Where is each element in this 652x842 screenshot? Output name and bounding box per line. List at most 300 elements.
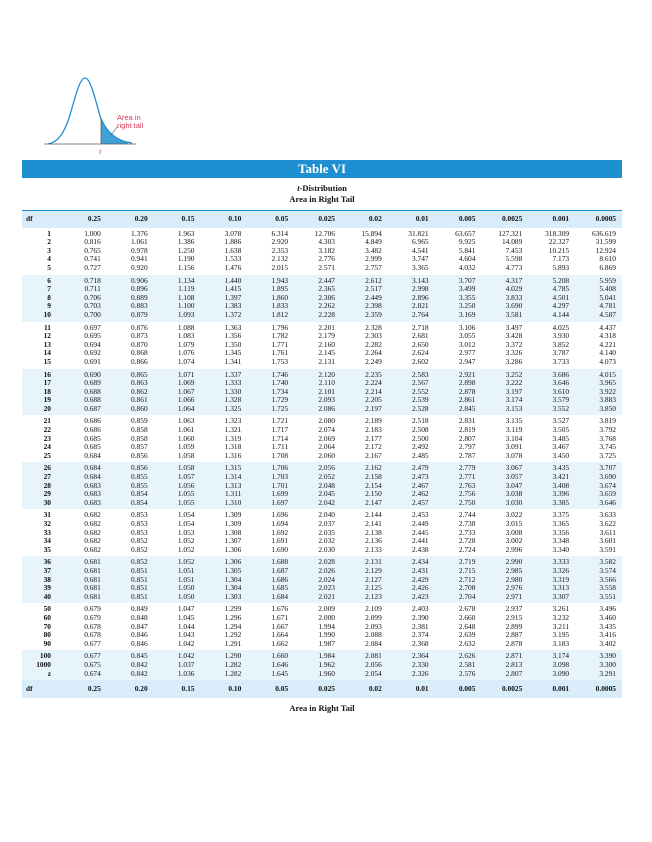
df-cell: 29 (43, 489, 51, 499)
value-cell: 3.104 (505, 433, 523, 443)
value-cell: 2.807 (458, 433, 476, 443)
value-cell: 2.141 (365, 519, 382, 528)
value-cell: 2.024 (318, 574, 335, 584)
value-cell: 2.381 (411, 621, 429, 631)
value-cell: 3.965 (599, 378, 616, 388)
value-cell: 0.682 (84, 527, 101, 537)
df-cell: 5 (47, 262, 51, 272)
value-cell: 1.685 (271, 583, 289, 593)
value-cell: 0.846 (131, 638, 148, 648)
value-cell: 2.776 (318, 254, 335, 264)
value-cell: 2.056 (365, 659, 382, 669)
value-cell: 1.341 (224, 356, 242, 366)
value-cell: 0.681 (84, 565, 101, 575)
value-cell: 1.687 (271, 565, 289, 575)
value-cell: 0.856 (131, 450, 148, 460)
df-cell: 1000 (36, 659, 51, 669)
value-cell: 3.707 (458, 275, 476, 285)
value-cell: 1.333 (224, 378, 242, 388)
value-cell: 3.833 (505, 292, 523, 302)
value-cell: 1.753 (271, 356, 289, 366)
value-cell: 3.552 (552, 403, 570, 413)
col-footer: 0.25 (87, 684, 101, 694)
col-header: 0.20 (107, 211, 154, 228)
value-cell: 3.558 (599, 583, 616, 593)
value-cell: 2.201 (318, 322, 335, 332)
value-cell: 3.365 (411, 262, 429, 272)
value-cell: 3.333 (552, 557, 570, 567)
value-cell: 1.963 (177, 228, 195, 238)
value-cell: 3.232 (552, 612, 570, 622)
value-cell: 2.365 (318, 284, 335, 294)
value-cell: 2.032 (318, 536, 335, 546)
value-cell: 2.081 (365, 651, 382, 661)
df-cell: 21 (43, 416, 51, 426)
value-cell: 1.476 (224, 262, 242, 272)
value-cell: 0.765 (84, 245, 101, 255)
value-cell: 2.878 (458, 386, 476, 396)
value-cell: 3.633 (599, 510, 616, 520)
value-cell: 1.119 (178, 284, 195, 294)
value-cell: 31.821 (408, 228, 429, 238)
value-cell: 4.773 (505, 262, 523, 272)
value-cell: 2.328 (365, 322, 382, 332)
value-cell: 1.060 (177, 433, 195, 443)
df-cell: 25 (43, 450, 51, 460)
df-cell: 2 (47, 237, 51, 247)
value-cell: 0.741 (84, 254, 101, 264)
value-cell: 3.499 (458, 284, 476, 294)
value-cell: 1.703 (271, 472, 289, 482)
value-cell: 1.308 (224, 527, 242, 537)
value-cell: 1.746 (271, 369, 289, 379)
value-cell: 2.479 (411, 463, 429, 473)
value-cell: 3.372 (505, 339, 523, 349)
value-cell: 0.858 (131, 425, 148, 435)
value-cell: 2.109 (365, 604, 382, 614)
df-cell: z (47, 668, 51, 678)
row-group (22, 650, 622, 680)
df-cell: 1 (47, 228, 51, 238)
value-cell: 1.696 (271, 510, 289, 520)
value-cell: 3.591 (599, 544, 616, 554)
value-cell: 1.706 (271, 463, 289, 473)
row-group (22, 509, 622, 556)
value-cell: 3.922 (599, 386, 616, 396)
col-header: 0.02 (341, 211, 388, 228)
value-cell: 3.182 (318, 245, 335, 255)
value-cell: 0.683 (84, 489, 101, 499)
column-footer-row (22, 680, 622, 698)
area-in-right-tail-header: Area in Right Tail (289, 194, 355, 204)
value-cell: 1.812 (271, 309, 289, 319)
value-cell: 3.078 (224, 228, 242, 238)
t-curve (48, 78, 132, 144)
value-cell: 2.131 (318, 356, 335, 366)
table-row (22, 546, 622, 557)
value-cell: 5.041 (599, 292, 616, 302)
value-cell: 3.211 (552, 621, 570, 631)
value-cell: 0.851 (131, 574, 148, 584)
value-cell: 2.821 (411, 301, 429, 311)
value-cell: 1.190 (177, 254, 195, 264)
df-cell: 6 (47, 275, 51, 285)
value-cell: 2.462 (411, 489, 429, 499)
value-cell: 2.508 (411, 425, 429, 435)
t-axis-label: t (99, 147, 102, 156)
value-cell: 0.978 (131, 245, 148, 255)
value-cell: 2.398 (365, 301, 382, 311)
df-cell: 35 (43, 544, 51, 554)
value-cell: 1.740 (271, 378, 289, 388)
value-cell: 0.853 (131, 510, 148, 520)
value-cell: 1.056 (177, 480, 195, 490)
value-cell: 0.686 (84, 416, 101, 426)
value-cell: 0.851 (131, 591, 148, 601)
value-cell: 2.744 (458, 510, 476, 520)
value-cell: 3.174 (505, 395, 523, 405)
value-cell: 4.015 (599, 369, 616, 379)
value-cell: 0.682 (84, 544, 101, 554)
value-cell: 2.678 (458, 604, 476, 614)
subtitle-t: t (297, 183, 300, 193)
value-cell: 2.060 (318, 450, 335, 460)
value-cell: 2.878 (505, 638, 523, 648)
df-cell: 33 (43, 527, 51, 537)
df-cell: 39 (43, 583, 51, 593)
value-cell: 2.403 (411, 604, 429, 614)
df-cell: 38 (43, 574, 51, 584)
value-cell: 3.002 (505, 536, 523, 546)
value-cell: 1.692 (271, 527, 289, 537)
value-cell: 3.482 (365, 245, 382, 255)
value-cell: 3.428 (505, 331, 523, 341)
value-cell: 0.685 (84, 442, 101, 452)
col-header: 0.01 (388, 211, 435, 228)
value-cell: 2.612 (365, 275, 382, 285)
row-group (22, 369, 622, 416)
value-cell: 0.863 (131, 378, 148, 388)
value-cell: 0.862 (131, 386, 148, 396)
value-cell: 2.819 (458, 425, 476, 435)
value-cell: 2.896 (411, 292, 429, 302)
value-cell: 1.415 (224, 284, 242, 294)
value-cell: 0.846 (131, 630, 148, 640)
value-cell: 0.861 (131, 395, 148, 405)
value-cell: 4.221 (599, 339, 616, 349)
value-cell: 10.215 (548, 245, 570, 255)
value-cell: 2.093 (365, 621, 382, 631)
df-header: df (22, 211, 60, 228)
table-title: Table VI (22, 160, 622, 178)
value-cell: 2.712 (458, 574, 476, 584)
value-cell: 1.363 (224, 322, 242, 332)
value-cell: 4.587 (599, 309, 616, 319)
df-cell: 19 (43, 395, 51, 405)
value-cell: 1.708 (271, 450, 289, 460)
value-cell: 2.976 (505, 583, 523, 593)
value-cell: 2.733 (458, 527, 476, 537)
df-cell: 90 (43, 638, 51, 648)
row-group (22, 556, 622, 603)
col-footer: 0.0005 (595, 684, 616, 694)
value-cell: 3.355 (458, 292, 476, 302)
value-cell: 2.639 (458, 630, 476, 640)
value-cell: 3.496 (599, 604, 616, 614)
value-cell: 0.856 (131, 463, 148, 473)
value-cell: 2.086 (318, 403, 335, 413)
value-cell: 0.866 (131, 356, 148, 366)
value-cell: 2.197 (365, 403, 382, 413)
value-cell: 0.677 (84, 638, 101, 648)
value-cell: 1.051 (177, 574, 195, 584)
value-cell: 1.316 (224, 450, 242, 460)
col-header: 0.05 (247, 211, 294, 228)
value-cell: 0.852 (131, 544, 148, 554)
df-footer: df (26, 684, 33, 694)
value-cell: 4.849 (365, 237, 382, 247)
value-cell: 3.707 (599, 463, 616, 473)
value-cell: 0.849 (131, 604, 148, 614)
value-cell: 0.675 (84, 659, 101, 669)
value-cell: 2.485 (411, 450, 429, 460)
value-cell: 3.601 (599, 536, 616, 546)
value-cell: 1.079 (177, 339, 195, 349)
df-cell: 11 (44, 322, 51, 332)
value-cell: 1.321 (224, 425, 242, 435)
value-cell: 2.648 (458, 621, 476, 631)
value-cell: 2.093 (318, 395, 335, 405)
value-cell: 2.120 (318, 369, 335, 379)
col-header: 0.025 (294, 211, 341, 228)
value-cell: 3.733 (552, 356, 570, 366)
value-cell: 1.059 (177, 442, 195, 452)
value-cell: 1.057 (177, 472, 195, 482)
value-cell: 1.100 (177, 301, 195, 311)
value-cell: 2.099 (365, 612, 382, 622)
value-cell: 3.067 (505, 463, 523, 473)
value-cell: 1.533 (224, 254, 242, 264)
value-cell: 2.228 (318, 309, 335, 319)
value-cell: 0.883 (131, 301, 148, 311)
value-cell: 2.132 (271, 254, 289, 264)
value-cell: 2.787 (458, 450, 476, 460)
value-cell: 1.309 (224, 510, 242, 520)
table-row (22, 593, 622, 604)
value-cell: 1.052 (177, 536, 195, 546)
table-row (22, 452, 622, 463)
value-cell: 2.167 (365, 450, 382, 460)
value-cell: 3.467 (552, 442, 570, 452)
value-cell: 2.453 (411, 510, 429, 520)
value-cell: 0.852 (131, 557, 148, 567)
value-cell: 2.887 (505, 630, 523, 640)
value-cell: 2.021 (318, 591, 335, 601)
value-cell: 2.756 (458, 489, 476, 499)
value-cell: 3.787 (552, 348, 570, 358)
value-cell: 2.147 (365, 497, 382, 507)
value-cell: 3.566 (599, 574, 616, 584)
value-cell: 1.987 (318, 638, 335, 648)
value-cell: 3.768 (599, 433, 616, 443)
value-cell: 0.684 (84, 463, 101, 473)
value-cell: 2.539 (411, 395, 429, 405)
value-cell: 1.042 (177, 638, 195, 648)
value-cell: 14.089 (501, 237, 523, 247)
value-cell: 4.501 (552, 292, 570, 302)
value-cell: 3.356 (552, 527, 570, 537)
value-cell: 0.700 (84, 309, 101, 319)
value-cell: 0.682 (84, 510, 101, 520)
value-cell: 4.073 (599, 356, 616, 366)
value-cell: 1.337 (224, 369, 242, 379)
df-cell: 34 (43, 536, 51, 546)
value-cell: 2.996 (505, 544, 523, 554)
value-cell: 2.429 (411, 574, 429, 584)
value-cell: 1.156 (177, 262, 195, 272)
value-cell: 1.282 (224, 668, 242, 678)
value-cell: 2.127 (365, 574, 382, 584)
col-footer: 0.001 (552, 684, 570, 694)
value-cell: 2.704 (458, 591, 476, 601)
value-cell: 3.390 (599, 651, 616, 661)
value-cell: 3.402 (599, 638, 616, 648)
row-group (22, 603, 622, 650)
value-cell: 1.304 (224, 574, 242, 584)
value-cell: 0.703 (84, 301, 101, 311)
value-cell: 1.717 (271, 425, 289, 435)
value-cell: 1.303 (224, 591, 242, 601)
value-cell: 2.177 (365, 433, 382, 443)
value-cell: 4.303 (318, 237, 335, 247)
value-cell: 1.088 (177, 322, 195, 332)
value-cell: 1.305 (224, 565, 242, 575)
value-cell: 0.854 (131, 489, 148, 499)
value-cell: 0.879 (131, 309, 148, 319)
value-cell: 2.056 (318, 463, 335, 473)
value-cell: 2.144 (365, 510, 382, 520)
value-cell: 0.694 (84, 339, 101, 349)
value-cell: 4.437 (599, 322, 616, 332)
value-cell: 0.683 (84, 480, 101, 490)
value-cell: 1.962 (318, 659, 335, 669)
value-cell: 63.657 (455, 228, 476, 238)
value-cell: 2.947 (458, 356, 476, 366)
value-cell: 2.708 (458, 583, 476, 593)
value-cell: 7.453 (505, 245, 523, 255)
value-cell: 1.690 (271, 544, 289, 554)
value-cell: 3.582 (599, 557, 616, 567)
value-cell: 2.368 (411, 638, 429, 648)
value-cell: 3.505 (552, 425, 570, 435)
value-cell: 2.054 (365, 668, 382, 678)
value-cell: 0.681 (84, 583, 101, 593)
value-cell: 2.326 (411, 668, 429, 678)
value-cell: 1.318 (224, 442, 242, 452)
table-row (22, 640, 622, 651)
df-cell: 70 (43, 621, 51, 631)
value-cell: 1.052 (177, 557, 195, 567)
value-cell: 2.528 (411, 403, 429, 413)
value-cell: 0.677 (84, 651, 101, 661)
value-cell: 0.889 (131, 292, 148, 302)
value-cell: 2.831 (458, 416, 476, 426)
df-cell: 24 (43, 442, 51, 452)
value-cell: 3.819 (599, 416, 616, 426)
value-cell: 1.051 (177, 565, 195, 575)
value-cell: 1.664 (271, 630, 289, 640)
value-cell: 1.694 (271, 519, 289, 528)
value-cell: 3.690 (599, 472, 616, 482)
value-cell: 3.396 (552, 489, 570, 499)
value-cell: 3.195 (552, 630, 570, 640)
value-cell: 2.235 (365, 369, 382, 379)
value-cell: 2.069 (318, 433, 335, 443)
value-cell: 2.052 (318, 472, 335, 482)
value-cell: 2.807 (505, 668, 523, 678)
value-cell: 2.441 (411, 536, 429, 546)
value-cell: 1.036 (177, 668, 195, 678)
value-cell: 2.023 (318, 583, 335, 593)
df-cell: 12 (43, 331, 51, 341)
value-cell: 1.306 (224, 557, 242, 567)
col-footer: 0.20 (134, 684, 148, 694)
col-header: 0.005 (435, 211, 482, 228)
value-cell: 3.416 (599, 630, 616, 640)
value-cell: 2.518 (411, 416, 429, 426)
col-footer: 0.005 (458, 684, 476, 694)
value-cell: 3.460 (599, 612, 616, 622)
df-cell: 36 (43, 557, 51, 567)
value-cell: 2.150 (365, 489, 382, 499)
df-cell: 17 (43, 378, 51, 388)
value-cell: 2.602 (411, 356, 429, 366)
value-cell: 1.307 (224, 536, 242, 546)
value-cell: 2.101 (318, 386, 335, 396)
value-cell: 4.025 (552, 322, 570, 332)
value-cell: 3.291 (599, 668, 616, 678)
value-cell: 2.500 (411, 433, 429, 443)
value-cell: 318.309 (545, 228, 570, 238)
value-cell: 2.724 (458, 544, 476, 554)
value-cell: 2.576 (458, 668, 476, 678)
value-cell: 1.662 (271, 638, 289, 648)
value-cell: 0.697 (84, 322, 101, 332)
value-cell: 5.841 (458, 245, 476, 255)
value-cell: 2.626 (458, 651, 476, 661)
value-cell: 1.994 (318, 621, 335, 631)
value-cell: 1.282 (224, 659, 242, 669)
value-cell: 1.356 (224, 331, 242, 341)
value-cell: 2.985 (505, 565, 523, 575)
value-cell: 1.714 (271, 433, 289, 443)
value-cell: 1.782 (271, 331, 289, 341)
table-row (22, 499, 622, 510)
value-cell: 0.854 (131, 497, 148, 507)
value-cell: 2.162 (365, 463, 382, 473)
value-cell: 3.197 (505, 386, 523, 396)
value-cell: 1.304 (224, 583, 242, 593)
value-cell: 1.796 (271, 322, 289, 332)
value-cell: 1.067 (177, 386, 195, 396)
value-cell: 1.063 (177, 416, 195, 426)
value-cell: 0.896 (131, 284, 148, 294)
value-cell: 2.763 (458, 480, 476, 490)
value-cell: 3.326 (505, 348, 523, 358)
value-cell: 2.937 (505, 604, 523, 614)
col-header: 0.0005 (575, 211, 622, 228)
value-cell: 2.660 (458, 612, 476, 622)
